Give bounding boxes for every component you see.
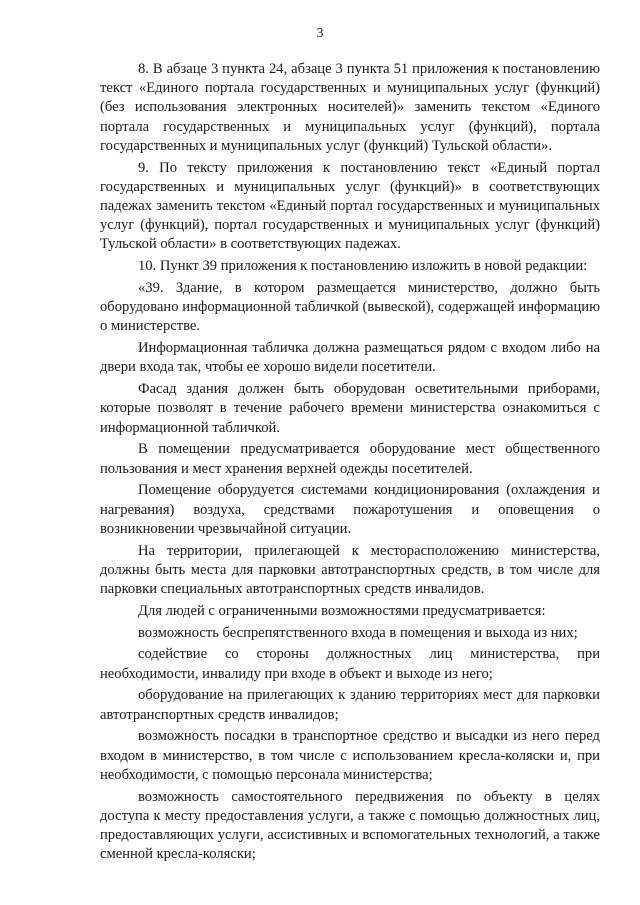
paragraph: Для людей с ограниченными возможностями предусматривается: xyxy=(138,602,546,619)
paragraph: Информационная табличка должна размещаться рядом с входом либо на двери входа так, чтобы ее хорошо видели посетители. xyxy=(100,340,600,376)
paragraph: содействие со стороны должностных лиц министерства, при необходимости, инвалиду при входе в объект и выходе из него; xyxy=(100,646,600,682)
paragraph: 10. Пункт 39 приложения к постановлению изложить в новой редакции: xyxy=(138,258,588,275)
paragraph: возможность посадки в транспортное средство и высадки из него перед входом в министерство, в том числе с использованием кресла-коляски и, при необходимости, с помощью персонала министерства; xyxy=(100,728,600,783)
paragraph: возможность беспрепятственного входа в помещения и выхода из них; xyxy=(138,624,578,641)
paragraph: 8. В абзаце 3 пункта 24, абзаце 3 пункта 51 приложения к постановлению текст «Единого портала государственных и муниципальных услуг (функций) (без использования электронных носителей)» заменить текстом «Единого портала государственных и муниципальных услуг (функций), портала государственных и муниципальных услуг (функций) Тульской области». xyxy=(100,61,600,154)
document-body xyxy=(100,60,600,864)
paragraph: 9. По тексту приложения к постановлению текст «Единый портал государственных и муниципальных услуг (функций)» в соответствующих падежах заменить текстом «Единый портал государственных и муниципальных услуг (функций), портал государственных и муниципальных услуг (функций) Тульской области» в соответствующих падежах. xyxy=(100,159,600,253)
paragraph: «39. Здание, в котором размещается министерство, должно быть оборудовано информационной табличкой (вывеской), содержащей информацию о министерстве. xyxy=(100,280,600,335)
paragraph: В помещении предусматривается оборудование мест общественного пользования и мест хранения верхней одежды посетителей. xyxy=(100,441,600,477)
paragraph: возможность самостоятельного передвижения по объекту в целях доступа к месту предоставления услуги, а также с помощью должностных лиц, предоставляющих услуги, ассистивных и вспомогательных технологий, а также сменной кресла-коляски; xyxy=(100,788,600,863)
paragraph: Помещение оборудуется системами кондиционирования (охлаждения и нагревания) воздуха, средствами пожаротушения и оповещения о возникновении чрезвычайной ситуации. xyxy=(100,482,600,537)
page-number: 3 xyxy=(316,26,324,41)
paragraph: Фасад здания должен быть оборудован осветительными приборами, которые позволят в течение рабочего времени министерства ознакомиться с информационной табличкой. xyxy=(100,381,600,436)
paragraph: оборудование на прилегающих к зданию территориях мест для парковки автотранспортных средств инвалидов; xyxy=(100,687,600,723)
paragraph: На территории, прилегающей к месторасположению министерства, должны быть места для парковки автотранспортных средств, в том числе для парковки специальных автотранспортных средств инвалидов. xyxy=(100,542,600,598)
